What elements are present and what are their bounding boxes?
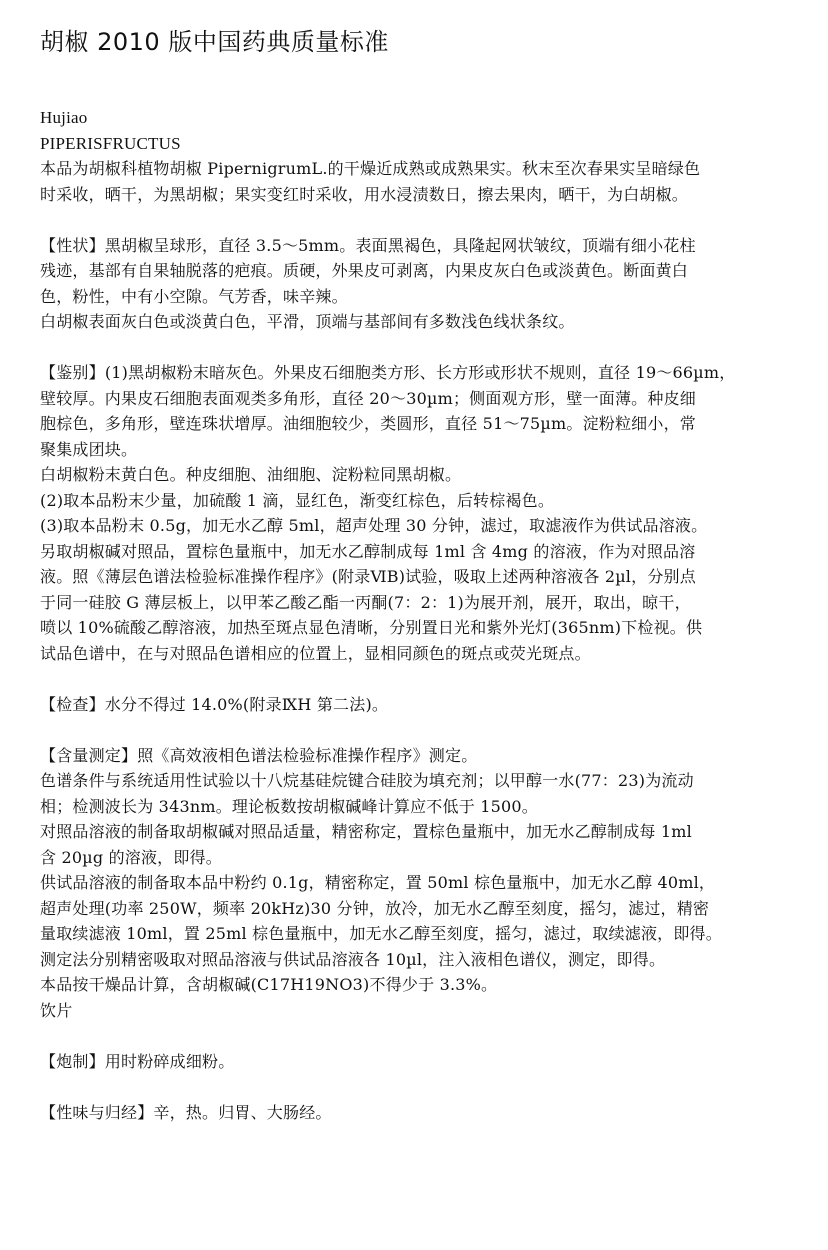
jiancha-line: 【检查】水分不得过 14.0%(附录ⅨH 第二法)。 xyxy=(40,694,389,714)
section-heading-xingzhuang: 【性状】 xyxy=(40,235,105,255)
hanliang-line: 【含量测定】照《高效液相色谱法检验标准操作程序》测定。 xyxy=(40,745,478,765)
section-heading-hanliang: 【含量测定】 xyxy=(40,745,138,765)
xingzhuang-line: 白胡椒表面灰白色或淡黄白色，平滑，顶端与基部间有多数浅色线状条纹。 xyxy=(40,312,575,331)
hanliang-line: 含 20µg 的溶液，即得。 xyxy=(40,847,222,867)
jianbie-line: 液。照《薄层色谱法检验标准操作程序》(附录ⅥB)试验，吸取上述两种溶液各 2µl，分别点 xyxy=(40,567,696,586)
section-heading-xingwei: 【性味与归经】 xyxy=(40,1102,154,1122)
section-heading-jianbie: 【鉴别】 xyxy=(40,363,105,382)
section-heading-paozhi: 【炮制】 xyxy=(40,1051,105,1071)
section-heading-jiancha: 【检查】 xyxy=(40,694,105,714)
latin-name: PIPERISFRUCTUS xyxy=(40,133,181,153)
xingzhuang-line: 色，粉性，中有小空隙。气芳香，味辛辣。 xyxy=(40,286,348,306)
jianbie-line: 壁较厚。内果皮石细胞表面观类多角形，直径 20～30µm；侧面观方形，壁一面薄。种皮细 xyxy=(40,388,696,408)
jianbie-line: 另取胡椒碱对照品，置棕色量瓶中，加无水乙醇制成每 1ml 含 4mg 的溶液，作为对照品溶 xyxy=(40,541,696,561)
jianbie-line: 白胡椒粉末黄白色。种皮细胞、油细胞、淀粉粒同黑胡椒。 xyxy=(40,465,462,484)
xingzhuang-line: 【性状】黑胡椒呈球形，直径 3.5～5mm。表面黑褐色，具隆起网状皱纹，顶端有细小花柱 xyxy=(40,235,696,255)
hanliang-line: 测定法分别精密吸取对照品溶液与供试品溶液各 10µl，注入液相色谱仪，测定，即得。 xyxy=(40,949,666,969)
document-title: 胡椒 2010 版中国药典质量标准 xyxy=(40,28,389,56)
xingzhuang-line: 残迹，基部有自果轴脱落的疤痕。质硬，外果皮可剥离，内果皮灰白色或淡黄色。断面黄白 xyxy=(40,261,689,280)
hanliang-line: 对照品溶液的制备取胡椒碱对照品适量，精密称定，置棕色量瓶中，加无水乙醇制成每 1ml xyxy=(40,822,692,841)
hanliang-line: 超声处理(功率 250W，频率 20kHz)30 分钟，放冷，加无水乙醇至刻度，摇匀，滤过，精密 xyxy=(40,898,710,918)
jianbie-line: (3)取本品粉末 0.5g，加无水乙醇 5ml，超声处理 30 分钟，滤过，取滤液作为供试品溶液。 xyxy=(40,516,708,535)
hanliang-line: 色谱条件与系统适用性试验以十八烷基硅烷键合硅胶为填充剂；以甲醇一水(77：23)为流动 xyxy=(40,771,694,790)
paozhi-line: 【炮制】用时粉碎成细粉。 xyxy=(40,1051,235,1071)
jianbie-line: 喷以 10%硫酸乙醇溶液，加热至斑点显色清晰，分别置日光和紫外光灯(365nm)下检视。供 xyxy=(40,618,703,637)
pinyin-name: Hujiao xyxy=(40,108,88,127)
jianbie-line: 试品色谱中，在与对照品色谱相应的位置上，显相同颜色的斑点或荧光斑点。 xyxy=(40,643,591,663)
jianbie-line: 于同一硅胶 G 薄层板上，以甲苯乙酸乙酯一丙酮(7：2：1)为展开剂，展开，取出，晾干， xyxy=(40,592,691,612)
hanliang-line: 本品按干燥品计算，含胡椒碱(C17H19NO3)不得少于 3.3%。 xyxy=(40,975,498,994)
intro-line: 时采收，晒干，为黑胡椒；果实变红时采收，用水浸渍数日，擦去果肉，晒干，为白胡椒。 xyxy=(40,184,689,204)
hanliang-line: 相；检测波长为 343nm。理论板数按胡椒碱峰计算应不低于 1500。 xyxy=(40,796,538,816)
document-page xyxy=(40,22,800,1125)
jianbie-line: 【鉴别】(1)黑胡椒粉末暗灰色。外果皮石细胞类方形、长方形或形状不规则，直径 19～66µm， xyxy=(40,363,736,382)
hanliang-line: 饮片 xyxy=(40,1000,73,1020)
jianbie-line: 聚集成团块。 xyxy=(40,439,138,459)
jianbie-line: 胞棕色，多角形，壁连珠状增厚。油细胞较少，类圆形，直径 51～75µm。淀粉粒细小，常 xyxy=(40,414,696,433)
hanliang-line: 量取续滤液 10ml，置 25ml 棕色量瓶中，加无水乙醇至刻度，摇匀，滤过，取续滤液，即得。 xyxy=(40,924,722,943)
hanliang-line: 供试品溶液的制备取本品中粉约 0.1g，精密称定，置 50ml 棕色量瓶中，加无水乙醇 40ml， xyxy=(40,873,716,892)
jianbie-line: (2)取本品粉末少量，加硫酸 1 滴，显红色，渐变红棕色，后转棕褐色。 xyxy=(40,490,555,510)
intro-line: 本品为胡椒科植物胡椒 PipernigrumL.的干燥近成熟或成熟果实。秋末至次春果实呈暗绿色 xyxy=(40,159,701,178)
xingwei-line: 【性味与归经】辛，热。归胃、大肠经。 xyxy=(40,1102,332,1122)
